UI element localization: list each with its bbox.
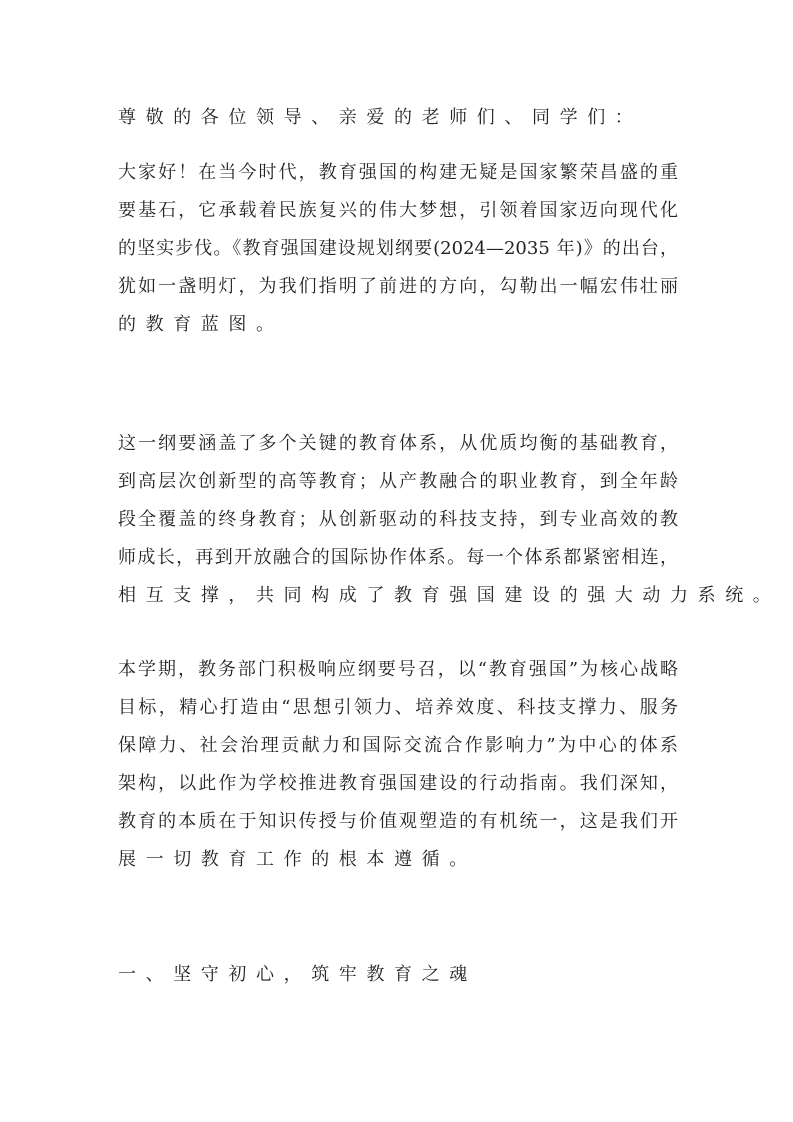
greeting: 尊敬的各位领导、亲爱的老师们、同学们：: [118, 107, 643, 128]
paragraph-line: 目标，精心打造由“思想引领力、培养效度、科技支撑力、服务: [118, 697, 678, 718]
paragraph-line: 大家好！在当今时代，教育强国的构建无疑是国家繁荣昌盛的重: [118, 162, 678, 183]
paragraph-line: 保障力、社会治理贡献力和国际交流合作影响力”为中心的体系: [118, 735, 678, 756]
paragraph-line: 犹如一盏明灯，为我们指明了前进的方向，勾勒出一幅宏伟壮丽: [118, 276, 678, 297]
paragraph-line: 本学期，教务部门积极响应纲要号召，以“教育强国”为核心战略: [118, 659, 678, 680]
section-heading: 一、坚守初心，筑牢教育之魂: [118, 964, 477, 985]
paragraph-line: 到高层次创新型的高等教育；从产教融合的职业教育，到全年龄: [118, 471, 678, 492]
paragraph-line: 的教育蓝图。: [118, 314, 284, 335]
paragraph-line: 的坚实步伐。《教育强国建设规划纲要(2024—2035 年)》的出台，: [118, 238, 678, 259]
paragraph-line: 这一纲要涵盖了多个关键的教育体系，从优质均衡的基础教育，: [118, 433, 678, 454]
paragraph-line: 段全覆盖的终身教育；从创新驱动的科技支持，到专业高效的教: [118, 509, 678, 530]
paragraph-line: 架构，以此作为学校推进教育强国建设的行动指南。我们深知，: [118, 773, 678, 794]
paragraph-line: 要基石，它承载着民族复兴的伟大梦想，引领着国家迈向现代化: [118, 200, 678, 221]
paragraph-line: 展一切教育工作的根本遵循。: [118, 849, 477, 870]
paragraph-line: 教育的本质在于知识传授与价值观塑造的有机统一，这是我们开: [118, 811, 678, 832]
paragraph-line: 师成长，再到开放融合的国际协作体系。每一个体系都紧密相连，: [118, 547, 678, 568]
paragraph-line: 相互支撑，共同构成了教育强国建设的强大动力系统。: [118, 585, 781, 606]
